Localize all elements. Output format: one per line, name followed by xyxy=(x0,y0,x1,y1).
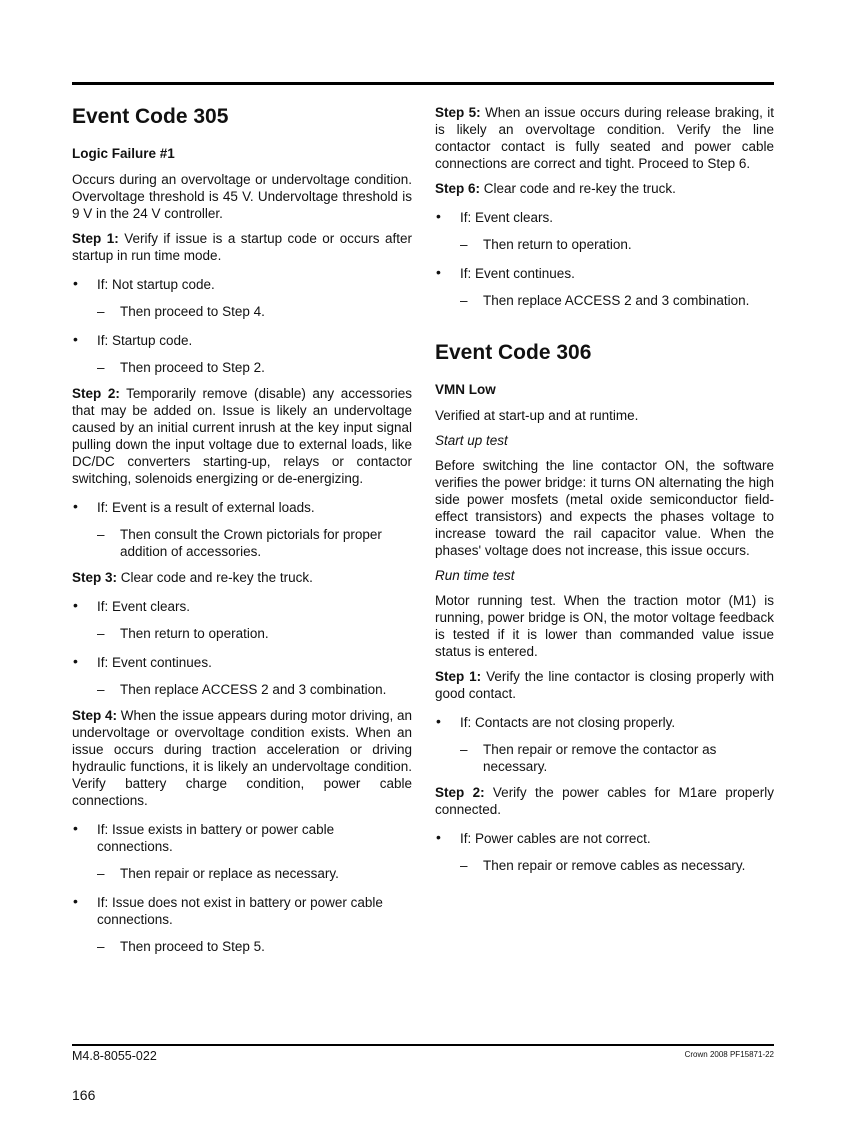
paragraph: Verified at start-up and at runtime. xyxy=(435,408,639,423)
paragraph: Before switching the line contactor ON, the software verifies the power bridge: it turns ON alternating the high side power mosfets (metal oxide semiconductor field-effect transistors) and expects the phases voltage to increase toward the rail capacitor value. When the phases' voltage does not increase, this issue occurs. xyxy=(435,458,774,558)
dash-item: – Then repair or remove the contactor as necessary. xyxy=(435,741,774,775)
step-paragraph: Step 1: Verify if issue is a startup code or occurs after startup in run time mode. xyxy=(72,231,412,263)
step-paragraph: Step 3: Clear code and re-key the truck. xyxy=(72,570,313,585)
doc-number: M4.8-8055-022 xyxy=(72,1049,157,1063)
paragraph: Occurs during an overvoltage or undervoltage condition. Overvoltage threshold is 45 V. Undervoltage threshold is 9 V in the 24 V controller. xyxy=(72,172,412,221)
dash-item: – Then return to operation. xyxy=(72,625,412,642)
page-number: 166 xyxy=(72,1087,96,1103)
right-column xyxy=(435,104,774,883)
bullet-item: • If: Event is a result of external loads. xyxy=(72,499,412,516)
section-subtitle: Logic Failure #1 xyxy=(72,146,175,161)
bullet-item: • If: Event clears. xyxy=(435,209,774,226)
bullet-item: • If: Contacts are not closing properly. xyxy=(435,714,774,731)
section-title: Event Code 305 xyxy=(72,105,229,128)
step-paragraph: Step 2: Verify the power cables for M1are properly connected. xyxy=(435,785,774,817)
dash-item: – Then replace ACCESS 2 and 3 combination. xyxy=(435,292,774,309)
bullet-item: • If: Startup code. xyxy=(72,332,412,349)
step-paragraph: Step 6: Clear code and re-key the truck. xyxy=(435,181,676,196)
dash-item: – Then return to operation. xyxy=(435,236,774,253)
copyright-notice: Crown 2008 PF15871-22 xyxy=(684,1050,774,1059)
bullet-item: • If: Event clears. xyxy=(72,598,412,615)
dash-item: – Then consult the Crown pictorials for proper addition of accessories. xyxy=(72,526,412,560)
bullet-item: • If: Not startup code. xyxy=(72,276,412,293)
step-paragraph: Step 5: When an issue occurs during release braking, it is likely an overvoltage condition. Verify the line contactor contact is fully seated and power cable connections are correct and tight. Proceed to Step 6. xyxy=(435,105,774,171)
dash-item: – Then repair or replace as necessary. xyxy=(72,865,412,882)
step-paragraph: Step 4: When the issue appears during motor driving, an undervoltage or overvoltage condition exists. When an issue occurs during traction acceleration or driving hydraulic functions, it is likely an undervoltage condition. Verify battery charge condition, power cable connections. xyxy=(72,708,412,808)
step-paragraph: Step 2: Temporarily remove (disable) any accessories that may be added on. Issue is likely an undervoltage caused by an initial current inrush at the key input signal pulling down the input voltage due to external loads, like DC/DC converters starting-up, relays or contactor switching, solenoids energizing or de-energizing. xyxy=(72,386,412,486)
test-heading: Run time test xyxy=(435,568,515,583)
dash-item: – Then proceed to Step 5. xyxy=(72,938,412,955)
bullet-item: • If: Event continues. xyxy=(72,654,412,671)
test-heading: Start up test xyxy=(435,433,508,448)
dash-item: – Then repair or remove cables as necessary. xyxy=(435,857,774,874)
step-paragraph: Step 1: Verify the line contactor is closing properly with good contact. xyxy=(435,669,774,701)
section-title: Event Code 306 xyxy=(435,341,592,364)
bullet-item: • If: Issue does not exist in battery or power cable connections. xyxy=(72,894,412,928)
bullet-item: • If: Event continues. xyxy=(435,265,774,282)
paragraph: Motor running test. When the traction motor (M1) is running, power bridge is ON, the motor voltage feedback is tested if it is lower than commanded value issue status is entered. xyxy=(435,593,774,659)
dash-item: – Then proceed to Step 4. xyxy=(72,303,412,320)
bullet-item: • If: Power cables are not correct. xyxy=(435,830,774,847)
section-subtitle: VMN Low xyxy=(435,382,496,397)
header-rule xyxy=(72,82,774,85)
dash-item: – Then replace ACCESS 2 and 3 combination. xyxy=(72,681,412,698)
bullet-item: • If: Issue exists in battery or power cable connections. xyxy=(72,821,412,855)
dash-item: – Then proceed to Step 2. xyxy=(72,359,412,376)
footer-rule xyxy=(72,1044,774,1046)
left-column xyxy=(72,100,412,964)
